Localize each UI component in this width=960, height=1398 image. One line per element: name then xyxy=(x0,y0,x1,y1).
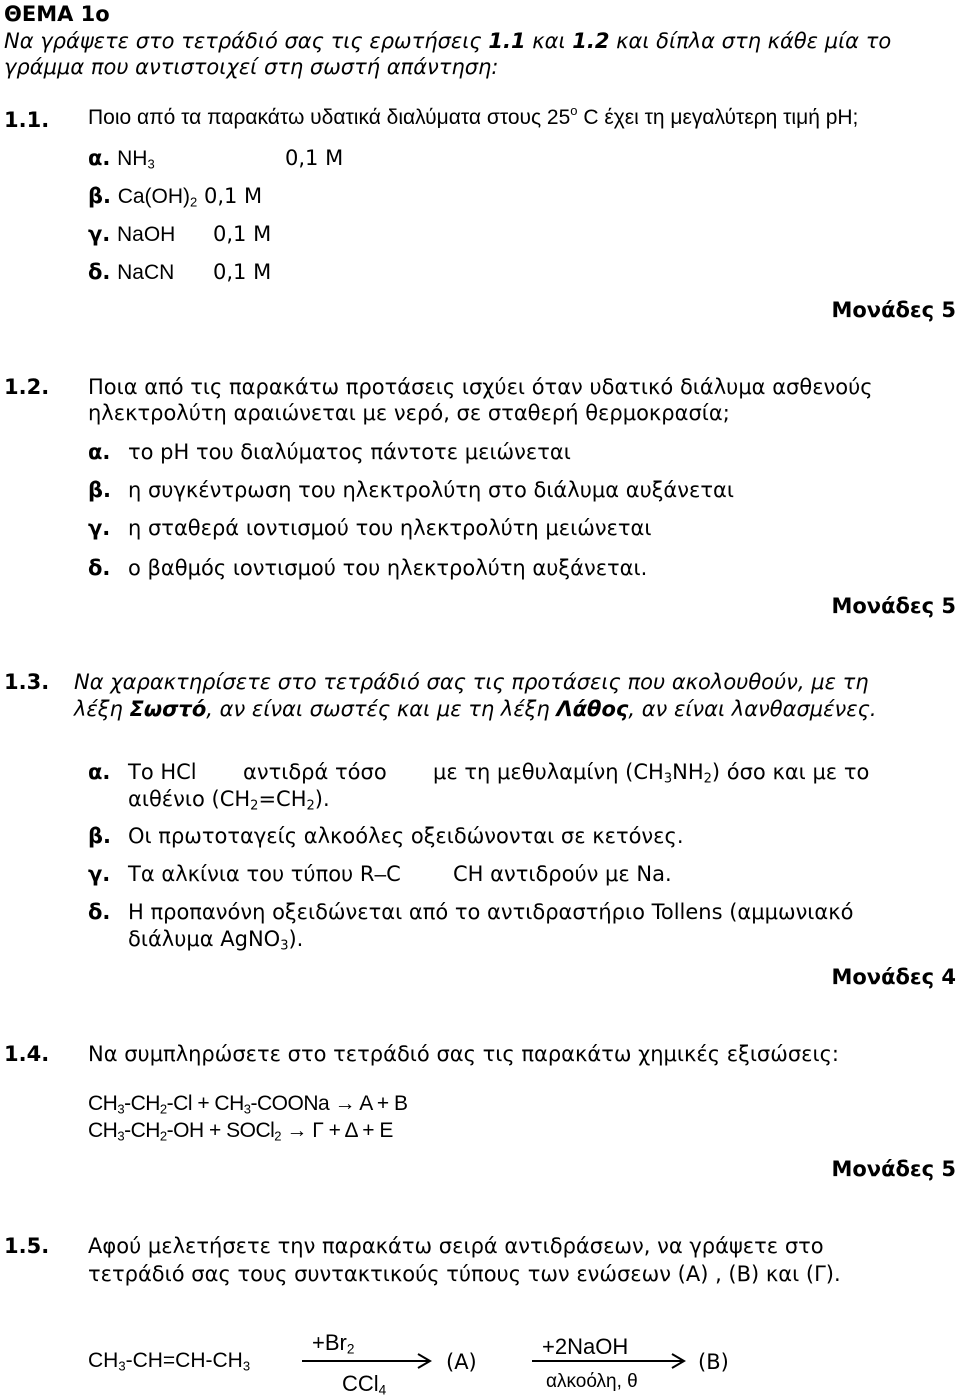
option-a-mark: α. xyxy=(88,440,111,464)
option-c-mark: γ. xyxy=(88,516,111,540)
points: Μονάδες 5 xyxy=(831,1157,956,1181)
option-a: α. $NH_3$ xyxy=(88,146,155,172)
option-c: γ. NaOH xyxy=(88,222,176,246)
statement-a-mark: α. xyxy=(88,760,111,784)
question-text-line-1: Να χαρακτηρίσετε στο τετράδιό σας τις προτάσεις που ακολουθούν, με τη xyxy=(74,670,869,694)
statement-d-line-2: διάλυμα AgNO$_3$). xyxy=(128,927,304,954)
statement-a-line-2: αιθένιο $(CH_2=CH_2)$. xyxy=(128,787,330,814)
points: Μονάδες 4 xyxy=(831,965,956,989)
scheme-reagent-2-top: +2NaOH xyxy=(542,1334,629,1359)
question-text-line-1: Ποια από τις παρακάτω προτάσεις ισχύει όταν υδατικό διάλυμα ασθενούς xyxy=(88,375,873,399)
question-text: Να συμπληρώσετε στο τετράδιό σας τις παρακάτω χημικές εξισώσεις: xyxy=(88,1042,839,1066)
statement-b-mark: β. xyxy=(88,824,112,848)
question-number: 1.3. xyxy=(4,670,50,694)
instruction-line-2: γράμμα που αντιστοιχεί στη σωστή απάντηση: xyxy=(4,55,499,79)
question-number: 1.5. xyxy=(4,1234,50,1258)
question-text: Ποιο από τα παρακάτω υδατικά διαλύματα στους 25$^o$ C έχει τη μεγαλύτερη τιμή pH; xyxy=(88,102,859,129)
statement-d-mark: δ. xyxy=(88,900,111,924)
statement-a-part-1: Το HCl xyxy=(128,760,197,784)
option-c-text: η σταθερά ιοντισμού του ηλεκτρολύτη μειώνεται xyxy=(128,516,652,540)
section-title: ΘΕΜΑ 1ο xyxy=(4,2,110,26)
option-b: β. $Ca(OH)_2$ 0,1 M xyxy=(88,184,263,210)
arrow-icon: → xyxy=(334,1092,356,1115)
reaction-arrow-icon xyxy=(300,1352,435,1370)
statement-c-text-1: Τα αλκίνια του τύπου R–C xyxy=(128,862,401,886)
statement-b-text: Οι πρωτοταγείς αλκοόλες οξειδώνονται σε κετόνες. xyxy=(128,824,684,848)
option-a-text: το pH του διαλύματος πάντοτε μειώνεται xyxy=(128,440,571,464)
option-d: δ. NaCN xyxy=(88,260,175,284)
reaction-arrow-icon xyxy=(530,1352,690,1370)
question-text-line-2: λέξη Σωστό, αν είναι σωστές και με τη λέξη Λάθος, αν είναι λανθασμένες. xyxy=(74,697,877,721)
statement-a-part-2: αντιδρά τόσο xyxy=(243,760,387,784)
points: Μονάδες 5 xyxy=(831,594,956,618)
equation-2: $CH_3-CH_2-OH$ + SOCl$_2$ → Γ + Δ + Ε xyxy=(88,1119,393,1144)
scheme-reagent-2-bottom: αλκοόλη, θ xyxy=(546,1371,638,1392)
scheme-start-compound: $CH_3-CH=CH-CH_3$ xyxy=(88,1349,251,1374)
option-d-text: ο βαθμός ιοντισμού του ηλεκτρολύτη αυξάνεται. xyxy=(128,556,648,580)
question-number: 1.1. xyxy=(4,108,50,132)
scheme-reagent-1-top: $+Br_2$ xyxy=(312,1330,355,1357)
scheme-reagent-1-bottom: CCl$_4$ xyxy=(342,1371,387,1398)
option-c-conc: 0,1 M xyxy=(213,222,272,246)
arrow-icon: → xyxy=(286,1119,307,1142)
option-b-mark: β. xyxy=(88,478,112,502)
statement-a-part-3: με τη μεθυλαμίνη $(CH_3NH_2)$ όσο και με το xyxy=(433,760,870,787)
option-d-conc: 0,1 M xyxy=(213,260,272,284)
option-a-conc: 0,1 M xyxy=(285,146,344,170)
question-text-line-1: Αφού μελετήσετε την παρακάτω σειρά αντιδράσεων, να γράψετε στο xyxy=(88,1234,824,1258)
question-text-line-2: τετράδιό σας τους συντακτικούς τύπους των ενώσεων (Α) , (Β) και (Γ). xyxy=(88,1262,841,1286)
instruction-line-1: Να γράψετε στο τετράδιό σας τις ερωτήσεις 1.1 και 1.2 και δίπλα στη κάθε μία το xyxy=(4,29,892,53)
option-d-mark: δ. xyxy=(88,556,111,580)
equation-1: $CH_3-CH_2-Cl$ + $CH_3$-COONa → A + B xyxy=(88,1092,408,1117)
question-text-line-2: ηλεκτρολύτη αραιώνεται με νερό, σε σταθερή θερμοκρασία; xyxy=(88,401,730,425)
scheme-product-a: (A) xyxy=(446,1350,477,1374)
question-number: 1.4. xyxy=(4,1042,50,1066)
option-b-text: η συγκέντρωση του ηλεκτρολύτη στο διάλυμα αυξάνεται xyxy=(128,478,734,502)
points: Μονάδες 5 xyxy=(831,298,956,322)
scheme-product-b: (B) xyxy=(698,1350,729,1374)
statement-c-mark: γ. xyxy=(88,862,111,886)
statement-d-line-1: Η προπανόνη οξειδώνεται από το αντιδραστήριο Tollens (αμμωνιακό xyxy=(128,900,854,924)
question-number: 1.2. xyxy=(4,375,50,399)
statement-c-text-2: CH αντιδρούν με Na. xyxy=(453,862,672,886)
